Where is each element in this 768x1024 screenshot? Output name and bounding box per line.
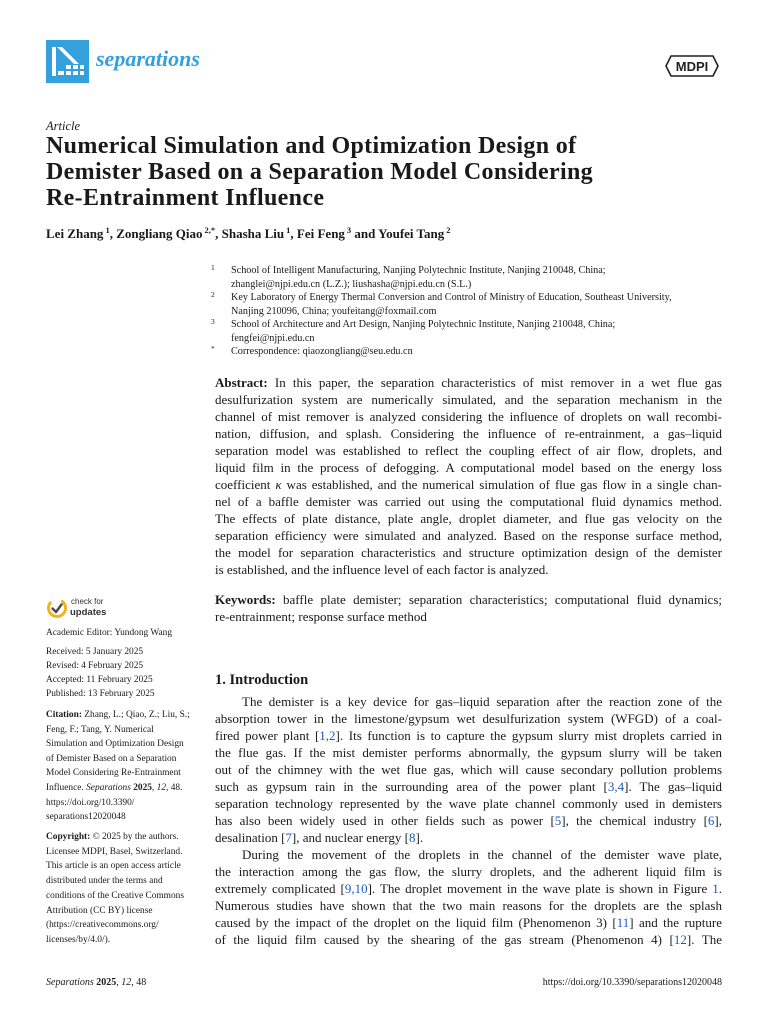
publication-dates [46, 645, 208, 701]
author-list [46, 226, 451, 242]
copyright-block [46, 830, 208, 948]
affiliation-line: zhanglei@njpi.edu.cn (L.Z.); liushasha@njpi.edu.cn (S.L.) [231, 278, 472, 290]
author [378, 226, 450, 241]
affiliation-text [231, 318, 722, 345]
affiliation-line: School of Intelligent Manufacturing, Nanjing Polytechnic Institute, Nanjing 210048, China; [231, 265, 606, 276]
date-line: Received: 5 January 2025 [46, 647, 144, 657]
copyright-line: distributed under the terms and [46, 876, 163, 887]
keywords-line: re-entrainment; response surface method [215, 608, 427, 624]
check-for-updates-button[interactable] [46, 596, 120, 622]
body-paragraph [215, 693, 722, 846]
emphasized-text: κ [275, 476, 282, 492]
author-affiliation-mark: 2 [446, 225, 451, 235]
date-line: Published: 13 February 2025 [46, 689, 155, 699]
copyright-line: Copyright: © 2025 by the authors. [46, 832, 179, 842]
citation-line: Model Considering Re-Entrainment [46, 768, 181, 779]
affiliation-line: School of Architecture and Art Design, Nanjing Polytechnic Institute, Nanjing 210048, China; [231, 319, 616, 330]
emphasized-text: Separations [46, 977, 94, 988]
author [116, 226, 215, 241]
updates-badge-line1: check for [71, 597, 104, 606]
affiliation-number: 2 [211, 290, 215, 299]
footer-doi-link[interactable]: https://doi.org/10.3390/separations12020048 [542, 977, 722, 988]
publisher-logo-graphic [664, 53, 720, 79]
body-text-line: fired power plant [1,2]. Its function is to capture the gypsum slurry mist droplets carried in [215, 727, 722, 743]
footer-line: Separations 2025, 12, 48 [46, 977, 147, 988]
date-line: Revised: 4 February 2025 [46, 661, 144, 671]
citation-reference-link[interactable]: 9,10 [344, 880, 368, 896]
abstract-line: the model for separation characteristics and structure optimization design of the demister [215, 544, 722, 560]
journal-name[interactable]: separations [96, 46, 200, 71]
publisher-name: MDPI [675, 59, 709, 74]
emphasized-text: 12 [156, 782, 167, 793]
citation-line: separations12020048 [46, 812, 126, 823]
emphasized-text: Copyright: [46, 832, 91, 842]
author-name: Youfei Tang [378, 226, 445, 241]
section-heading: 1. Introduction [215, 672, 309, 688]
citation-reference-link[interactable]: 7 [285, 829, 292, 845]
author-separator: , [109, 226, 117, 241]
affiliation-line: Correspondence: qiaozongliang@seu.edu.cn [231, 346, 413, 357]
body-text-line: desalination [7], and nuclear energy [8]. [215, 829, 424, 845]
author-name: Zongliang Qiao [116, 226, 203, 241]
title-line: Numerical Simulation and Optimization Design of [46, 133, 577, 159]
citation-reference-link[interactable]: 11 [616, 914, 630, 930]
copyright-line: Attribution (CC BY) license [46, 905, 153, 916]
abstract-line: channel of mist remover is analyzed considering the influence of droplets on wall recombi- [215, 408, 722, 424]
body-text-line: the interaction among the gas flow, the slurry droplets, and the adherent liquid film is [215, 863, 722, 879]
citation-line: of Demister Based on a Separation [46, 753, 177, 764]
affiliation [211, 318, 722, 345]
citation-line: Simulation and Optimization Design [46, 739, 184, 750]
body-text-line: has also been widely used in other fields such as power [5], the chemical industry [6], [215, 812, 722, 828]
abstract-line: desulfurization system are numerically simulated, and the separation mechanism in the [215, 391, 722, 407]
academic-editor: Academic Editor: Yundong Wang [46, 628, 173, 638]
body-paragraph [215, 846, 722, 948]
body-text-line: out of the chimney with the wet flue gas, which will cause secondary pollution problems [215, 761, 722, 777]
emphasized-text: Abstract: [215, 374, 268, 390]
emphasized-text: 2025 [96, 977, 117, 988]
abstract-line: Abstract: In this paper, the separation characteristics of mist remover in a wet flue gas [215, 374, 722, 390]
citation-block [46, 708, 208, 825]
citation-line: Feng, F.; Tang, Y. Numerical [46, 724, 154, 735]
copyright-line: licenses/by/4.0/). [46, 934, 111, 945]
title-line: Re-Entrainment Influence [46, 185, 325, 211]
journal-logo-graphic [46, 40, 89, 83]
copyright-line: conditions of the Creative Commons [46, 890, 185, 901]
body-text-line: separation technology represented by the wave plate channel commonly used in demisters [215, 795, 722, 811]
correspondence-text [231, 345, 722, 359]
affiliation-line: Key Laboratory of Energy Thermal Conversion and Control of Ministry of Education, Southeast University, [231, 292, 672, 303]
abstract-line: The effects of plate distance, plate angle, droplet diameter, and flue gas velocity on the [215, 510, 722, 526]
check-for-updates-icon [46, 597, 68, 619]
affiliation [211, 291, 722, 318]
body-text-line: extremely complicated [9,10]. The droplet movement in the wave plate is shown in Figure 1. [215, 880, 722, 896]
abstract-line: coefficient κ was established, and the numerical simulation of flue gas flow in a single chan- [215, 476, 723, 492]
citation-reference-link[interactable]: 6 [707, 812, 715, 828]
author-affiliation-mark: 3 [346, 225, 352, 235]
keywords [215, 591, 722, 625]
article-title [46, 133, 593, 211]
abstract [215, 374, 722, 578]
author-affiliation-mark: 1 [105, 225, 110, 235]
copyright-line: This article is an open access article [46, 861, 181, 872]
updates-badge-line2: updates [70, 607, 107, 618]
emphasized-text: Citation: [46, 710, 82, 720]
article-type: Article [46, 119, 81, 133]
citation-reference-link[interactable]: 3,4 [607, 778, 625, 794]
body-text-line: caused by the impact of the droplet on the liquid film (Phenomenon 3) [11] and the rupture [215, 914, 722, 930]
author-affiliation-mark: 1 [286, 225, 291, 235]
copyright-line: (https://creativecommons.org/ [46, 920, 159, 931]
citation-reference-link[interactable]: 12 [673, 931, 687, 947]
body-text-line: absorption tower in the limestone/gypsum wet desulfurization system (WFGD) of a coal- [215, 710, 722, 726]
affiliation-number: 3 [211, 317, 215, 326]
abstract-line: liquid film in the process of defogging. A computational model based on the energy loss [215, 459, 722, 475]
author [297, 226, 351, 241]
author-separator: , [290, 226, 297, 241]
author-affiliation-mark: 2,* [204, 225, 216, 235]
correspondence-mark: * [211, 344, 215, 353]
body-text-line: During the movement of the droplets in the channel of the demister wave plate, [242, 846, 722, 862]
author-separator: , [215, 226, 222, 241]
copyright-line: Licensee MDPI, Basel, Switzerland. [46, 846, 183, 857]
emphasized-text: 2025 [133, 782, 152, 793]
author-name: Lei Zhang [46, 226, 104, 241]
affiliation-line: fengfei@njpi.edu.cn [231, 332, 315, 344]
affiliation-number: 1 [211, 263, 215, 272]
author-name: Fei Feng [296, 226, 345, 241]
citation-reference-link[interactable]: 8 [408, 829, 416, 845]
citation-reference-link[interactable]: 5 [554, 812, 562, 828]
separations-logo-icon[interactable] [46, 40, 89, 83]
mdpi-logo-icon[interactable] [664, 53, 720, 79]
citation-reference-link[interactable]: 1,2 [319, 727, 336, 743]
author [222, 226, 291, 241]
affiliation [211, 264, 722, 291]
affiliation-text [231, 264, 722, 291]
affiliation-text [231, 291, 722, 318]
body-text-line: the flue gas. If the mist demister performs abnormally, the gypsum slurry will be taken [215, 744, 722, 760]
affiliation-line: Nanjing 210096, China; youfeitang@foxmail.com [231, 305, 437, 317]
body-text-line: such as gypsum rain in the surrounding area of the power plant [3,4]. The gas–liquid [215, 778, 722, 794]
abstract-line: is established, and the influence level of each factor is analyzed. [215, 561, 549, 577]
title-line: Demister Based on a Separation Model Considering [46, 159, 594, 185]
emphasized-text: 12 [121, 977, 132, 988]
emphasized-text: Separations [86, 782, 131, 793]
body-text-line: The demister is a key device for gas–liquid separation after the reaction zone of the [242, 693, 722, 709]
author [46, 226, 110, 241]
citation-reference-link[interactable]: 1 [712, 880, 719, 896]
abstract-line: nel of a baffle demister was carried out using the computational fluid dynamics method. [215, 493, 722, 509]
author-separator: and [351, 226, 379, 241]
keywords-line: Keywords: baffle plate demister; separation characteristics; computational fluid dynamics; [215, 591, 722, 607]
abstract-line: separation efficiency were simulated and analyzed. Based on the response surface method, [215, 527, 722, 543]
citation-line: Citation: Zhang, L.; Qiao, Z.; Liu, S.; [46, 710, 190, 720]
author-name: Shasha Liu [221, 226, 285, 241]
citation-line: https://doi.org/10.3390/ [46, 797, 135, 808]
correspondence [211, 345, 722, 359]
footer-journal-citation [46, 975, 146, 991]
abstract-line: separation model was established to reflect the coupling effect of air flow, droplets, and [215, 442, 722, 458]
emphasized-text: Keywords: [215, 591, 276, 607]
body-text-line: Numerous studies have shown that the two main reasons for the droplets are the splash [215, 897, 722, 913]
date-line: Accepted: 11 February 2025 [46, 675, 153, 685]
abstract-line: nation, diffusion, and splash. Considering the influence of re-entrainment, a gas–liquid [215, 425, 722, 441]
body-text-line: of the liquid film caused by the shearing of the gas stream (Phenomenon 4) [12]. The [215, 931, 722, 947]
affiliations [211, 264, 722, 359]
citation-line: Influence. Separations 2025, 12, 48. [46, 782, 183, 793]
